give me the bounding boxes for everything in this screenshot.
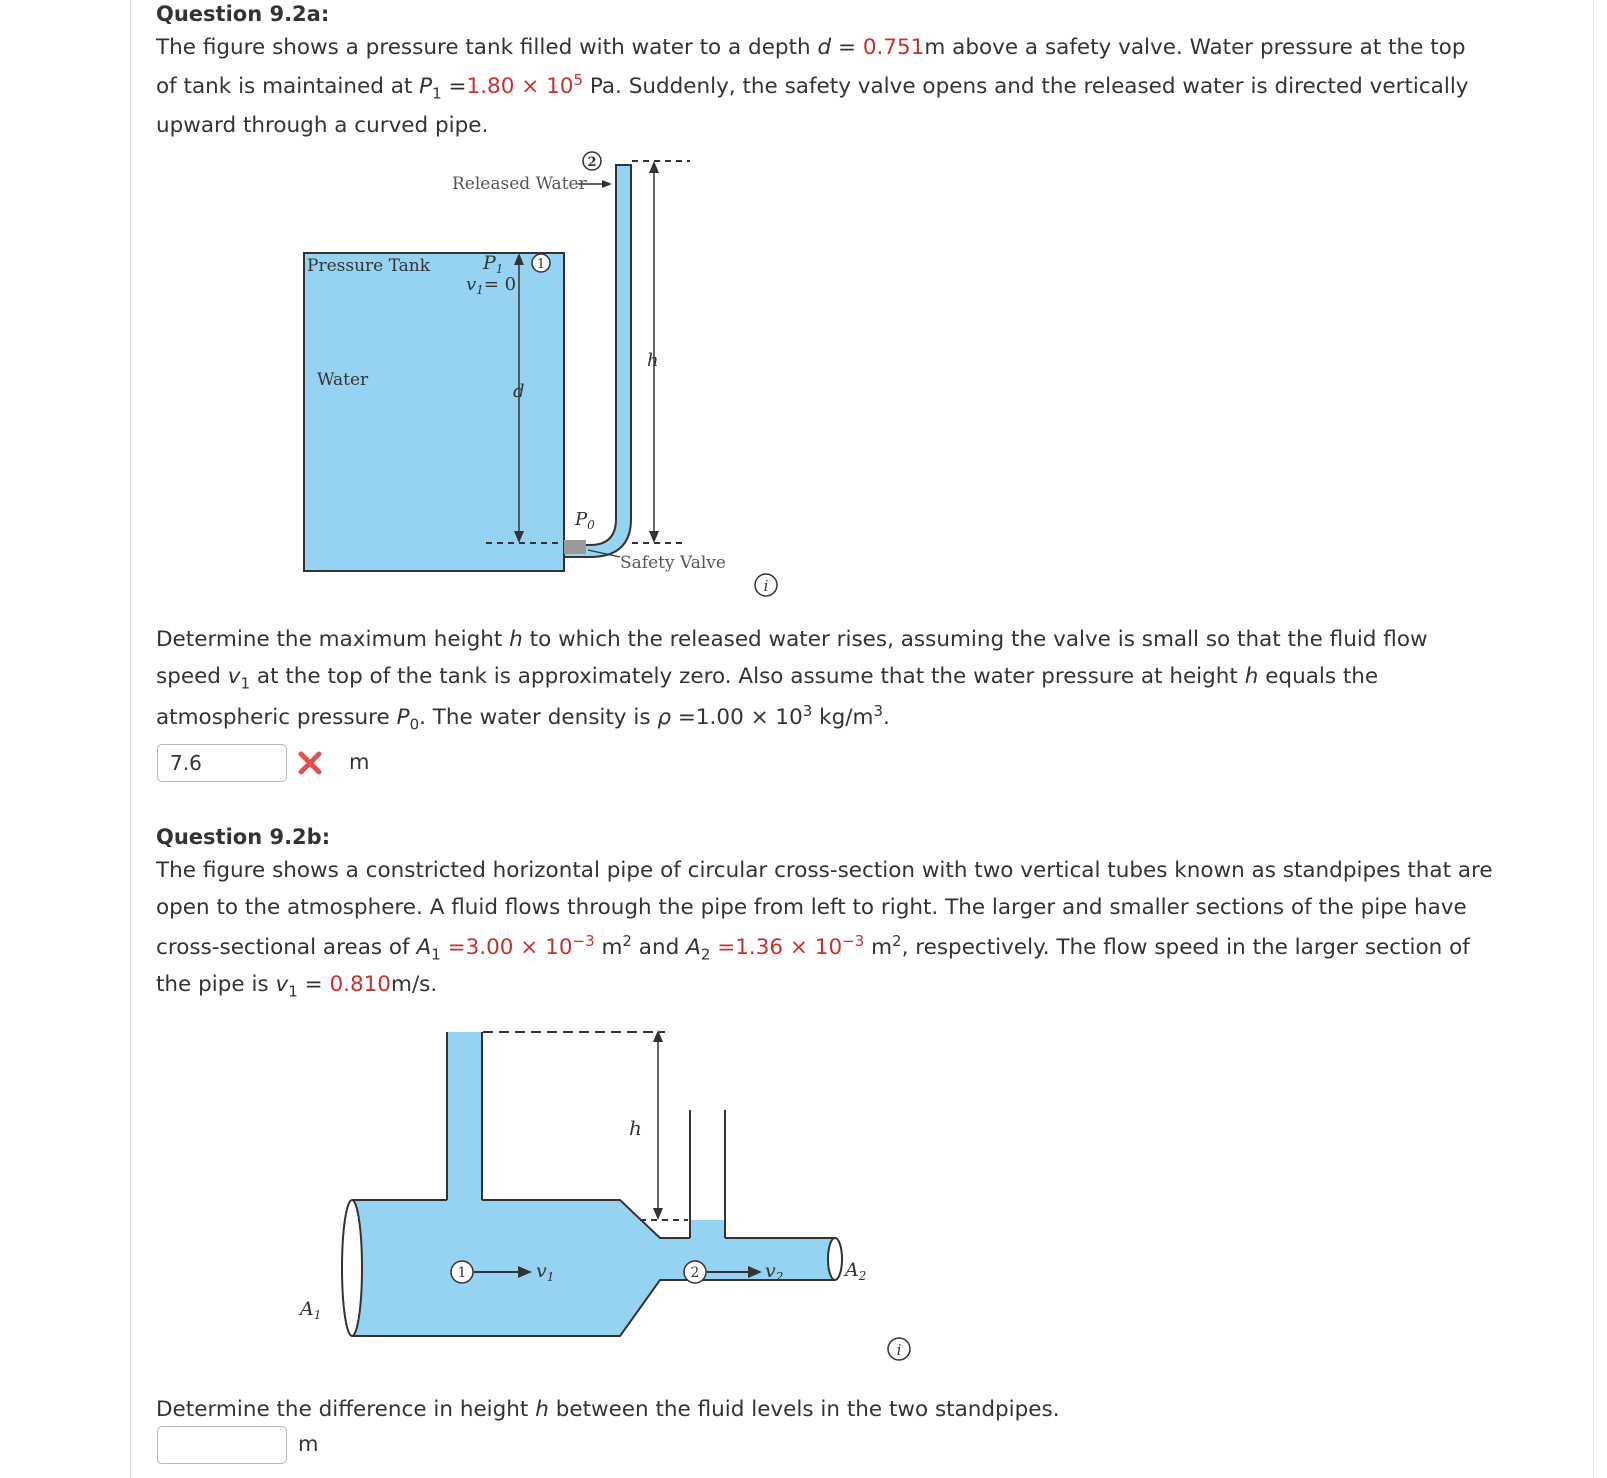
svg-text:1: 1 — [457, 1265, 467, 1281]
svg-text:v2: $v_2$ — [765, 1260, 784, 1284]
svg-text:i: i — [896, 1341, 902, 1359]
constricted-pipe-figure — [290, 1010, 890, 1370]
pressure-tank-figure — [290, 145, 800, 605]
water-label: Water — [317, 370, 369, 390]
question-9-2a-title: Question 9.2a: — [156, 2, 330, 26]
svg-text:A1: $A_1$ — [300, 1298, 322, 1322]
safety-valve-label: Safety Valve — [620, 553, 726, 573]
svg-text:v1= 0: $v_1= 0$ — [466, 274, 517, 297]
svg-text:2: 2 — [587, 155, 597, 170]
question-9-2b-title: Question 9.2b: — [156, 825, 331, 849]
svg-text:A2: $A_2$ — [845, 1259, 867, 1283]
question-9-2b-intro: The figure shows a constricted horizontal pipe of circular cross-section with two vertical tubes known as standpipes that are open to the atmosphere. A fluid flows through the pipe from left to right. The larger and smaller sections of the pipe have cross-sectional areas of $A_1 =3.00 \times 10^{-3}$ $m^2$ and $A_2 =1.36 \times 10^{-3}$ $m^2$, respectively. The flow speed in the larger section of the pipe is $v_1 = 0.810m/s$. — [156, 858, 1493, 1001]
svg-text:1: 1 — [536, 257, 546, 272]
incorrect-x-icon — [297, 750, 323, 776]
safety-valve — [564, 540, 586, 554]
pressure-tank-label: Pressure Tank — [307, 256, 431, 276]
svg-text:h: h — [647, 350, 659, 371]
answer-input-9-2b[interactable] — [157, 1426, 287, 1464]
info-icon[interactable] — [753, 572, 779, 598]
svg-text:v1: $v_1$ — [536, 1260, 555, 1284]
svg-text:i: i — [763, 577, 769, 595]
tank-water — [304, 253, 564, 571]
svg-text:P1: $P_1$ — [483, 252, 504, 276]
released-water-label: Released Water — [452, 174, 587, 194]
question-9-2a-text: Determine the maximum height h to which the released water rises, assuming the valve is small so that the fluid flow speed $v_1$ at the top of the tank is approximately zero. Also assume that the water pressure at height h equals the atmospheric pressure $P_0$. The water density is $\rho =1.00 \times 10^3$ $kg/m^3$. — [156, 627, 1428, 734]
answer-input-9-2a[interactable]: 7.6 — [157, 744, 287, 782]
info-icon-2[interactable] — [886, 1336, 912, 1362]
question-9-2b-text: Determine the difference in height h between the fluid levels in the two standpipes. — [156, 1397, 1060, 1422]
answer-unit-9-2a: m — [349, 750, 370, 774]
svg-text:d: d — [513, 381, 525, 402]
question-9-2a-intro: The figure shows a pressure tank filled with water to a depth d = 0.751m above a safety valve. Water pressure at the top of tank is maintained at $P_1 =1.80 \times 10^5$ Pa. Suddenly, the safety valve opens and the released water is directed vertically upward through a curved pipe. — [156, 35, 1469, 138]
answer-unit-9-2b: m — [298, 1432, 319, 1456]
pipe-body — [352, 1200, 835, 1336]
svg-text:P0: $P_0$ — [575, 509, 595, 532]
curved-pipe — [564, 165, 631, 557]
svg-text:h: h — [629, 1116, 642, 1140]
svg-text:2: 2 — [690, 1265, 700, 1281]
